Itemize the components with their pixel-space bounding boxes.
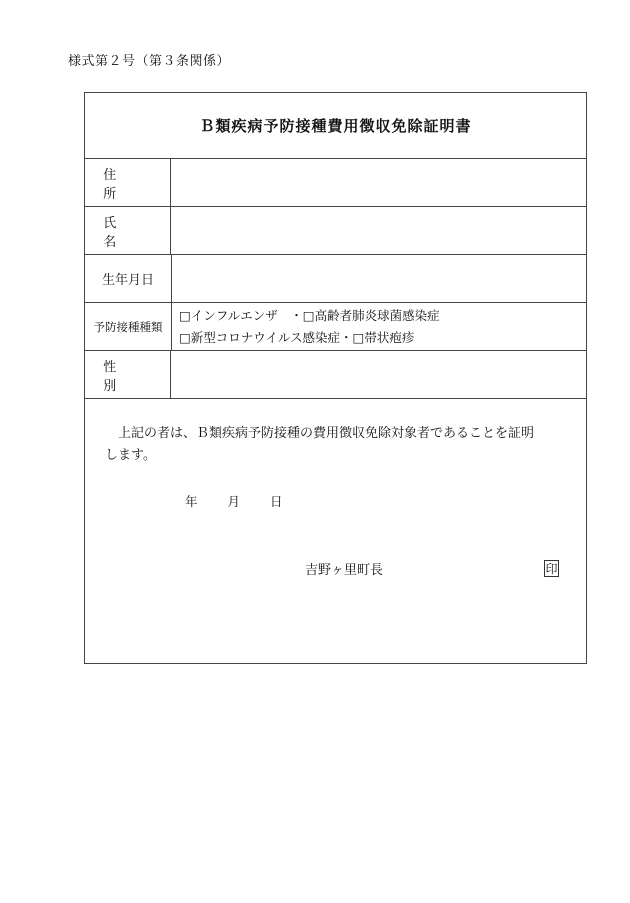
vaccine-options-line-2[interactable]: □新型コロナウイルス感染症・□帯状疱疹 bbox=[179, 329, 415, 345]
name-field[interactable] bbox=[171, 207, 586, 254]
signer-title: 吉野ヶ里町長 bbox=[305, 563, 384, 578]
sex-row bbox=[85, 351, 586, 399]
seal-mark: 印 bbox=[545, 561, 558, 576]
date-year: 年 bbox=[185, 494, 198, 509]
date-day: 日 bbox=[270, 494, 283, 509]
date-month: 月 bbox=[227, 494, 241, 509]
name-label: 氏名 bbox=[85, 207, 171, 254]
issue-date bbox=[185, 492, 283, 510]
vaccine-options-line-1[interactable]: □インフルエンザ ・□高齢者肺炎球菌感染症 bbox=[179, 307, 440, 323]
sex-label: 性別 bbox=[85, 351, 171, 398]
address-label: 住所 bbox=[85, 159, 171, 206]
certificate-form bbox=[84, 92, 587, 664]
sex-field[interactable] bbox=[171, 351, 586, 398]
form-number-label: 様式第２号（第３条関係） bbox=[68, 54, 231, 69]
address-row bbox=[85, 159, 586, 207]
name-row bbox=[85, 207, 586, 255]
birthdate-row bbox=[85, 255, 586, 303]
address-field[interactable] bbox=[171, 159, 586, 206]
birthdate-field[interactable] bbox=[172, 255, 586, 302]
vaccine-type-label: 予防接種種類 bbox=[85, 303, 172, 350]
birthdate-label: 生年月日 bbox=[85, 255, 172, 302]
certification-statement: 上記の者は、Ｂ類疾病予防接種の費用徴収免除対象者であることを証明します。 bbox=[105, 426, 535, 463]
certification-section bbox=[85, 399, 586, 669]
vaccine-type-options bbox=[172, 303, 586, 350]
form-title: Ｂ類疾病予防接種費用徴収免除証明書 bbox=[85, 93, 586, 159]
vaccine-type-row bbox=[85, 303, 586, 351]
